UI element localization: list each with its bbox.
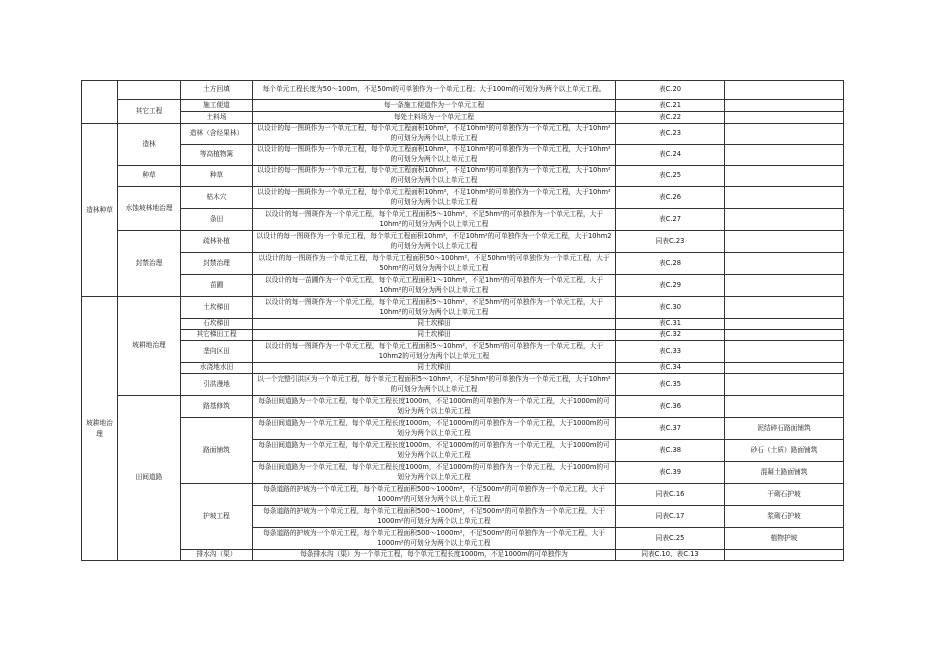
note-cell: 砂石（土质）路面铺筑: [725, 440, 844, 462]
description-cell: 以设计的每一图斑作为一个单元工程，每个单元工程面积10hm²，不足10hm²的可单独作为一个单元工程，大于10hm²的可划分为两个以上单元工程: [253, 145, 616, 166]
item-cell: 垄向区田: [181, 341, 253, 363]
note-cell: [725, 124, 844, 145]
description-cell: 以设计的每一图斑作为一个单元工程，每个单元工程面积10hm²，不足10hm²的可单独作为一个单元工程，大于10hm²的可划分为两个以上单元工程: [253, 166, 616, 187]
table-row: [82, 145, 844, 166]
unit-division-table: [81, 80, 844, 561]
table-row: [82, 418, 844, 440]
reference-cell: 表C.32: [616, 330, 725, 341]
reference-cell: 表C.30: [616, 297, 725, 319]
item-cell: 条田: [181, 209, 253, 231]
item-cell: 施工便道: [181, 100, 253, 112]
reference-cell: 表C.29: [616, 275, 725, 297]
table-row: [82, 253, 844, 275]
table-row: [82, 396, 844, 418]
reference-cell: 表C.38: [616, 440, 725, 462]
subcategory-cell: 封禁治理: [118, 231, 181, 297]
note-cell: [725, 145, 844, 166]
description-cell: 每个单元工程长度为50～100m，不足50m的可单独作为一个单元工程；大于100m的可划分为两个以上单元工程。: [253, 81, 616, 100]
note-cell: [725, 253, 844, 275]
reference-cell: 表C.24: [616, 145, 725, 166]
table-row: [82, 100, 844, 112]
description-cell: 每处土料场为一个单元工程: [253, 112, 616, 124]
reference-cell: 表C.26: [616, 187, 725, 209]
description-cell: 以设计的每一图斑作为一个单元工程，每个单元工程面积5～10hm²，不足5hm²的可单独作为一个单元工程，大于10hm²的可划分为两个以上单元工程: [253, 297, 616, 319]
note-cell: [725, 81, 844, 100]
reference-cell: 表C.34: [616, 363, 725, 374]
item-cell: 引洪漫地: [181, 374, 253, 396]
note-cell: [725, 396, 844, 418]
description-cell: 同土坎梯田: [253, 363, 616, 374]
note-cell: 浆砌石护坡: [725, 506, 844, 528]
description-cell: 以设计的每一图斑作为一个单元工程，每个单元工程面积10hm²，不足10hm²的可单独作为一个单元工程，大于10hm2的可划分为两个以上单元工程: [253, 231, 616, 253]
item-cell: 封禁治理: [181, 253, 253, 275]
reference-cell: 表C.37: [616, 418, 725, 440]
reference-cell: 同表C.25: [616, 528, 725, 550]
reference-cell: 表C.20: [616, 81, 725, 100]
item-cell: 造林（含经果林）: [181, 124, 253, 145]
table-row: [82, 550, 844, 561]
subcategory-cell: 造林: [118, 124, 181, 166]
description-cell: 每条道路的护坡为一个单元工程，每个单元工程面积500～1000m²，不足500m²的可单独作为一个单元工程，大于1000m²的可划分为两个以上单元工程: [253, 484, 616, 506]
table-row: [82, 297, 844, 319]
reference-cell: 表C.27: [616, 209, 725, 231]
subcategory-cell: 水蚀坡林地治理: [118, 187, 181, 231]
note-cell: [725, 275, 844, 297]
description-cell: 以设计的每一图斑作为一个单元工程，每个单元工程面积5～10hm²，不足5hm²的可单独作为一个单元工程，大于10hm²的可划分为两个以上单元工程: [253, 209, 616, 231]
description-cell: 每条道路的护坡为一个单元工程，每个单元工程面积500～1000m²，不足500m²的可单独作为一个单元工程，大于1000m²的可划分为两个以上单元工程: [253, 528, 616, 550]
note-cell: [725, 330, 844, 341]
note-cell: [725, 187, 844, 209]
reference-cell: 表C.39: [616, 462, 725, 484]
item-cell: 种草: [181, 166, 253, 187]
description-cell: 以设计的每一图斑作为一个单元工程，每个单元工程面积10hm²，不足10hm²的可单独作为一个单元工程，大于10hm²的可划分为两个以上单元工程: [253, 124, 616, 145]
note-cell: [725, 363, 844, 374]
description-cell: 以一个完整引洪区为一个单元工程，每个单元工程面积5～10hm²，不足5hm²的可单独作为一个单元工程，大于10hm²的可划分为两个以上单元工程: [253, 374, 616, 396]
subcategory-cell: 坡耕地治理: [118, 297, 181, 396]
table-row: [82, 330, 844, 341]
reference-cell: 同表C.23: [616, 231, 725, 253]
table-row: [82, 166, 844, 187]
item-cell: 疏林补植: [181, 231, 253, 253]
item-cell: 苗圃: [181, 275, 253, 297]
reference-cell: 同表C.10、表C.13: [616, 550, 725, 561]
table-row: [82, 112, 844, 124]
note-cell: [725, 341, 844, 363]
note-cell: [725, 319, 844, 330]
category-cell: 造林种草: [82, 124, 118, 297]
category-cell: 坡耕地治理: [82, 297, 118, 561]
description-cell: 以设计的每一图斑作为一个单元工程，每个单元工程面积10hm²，不足10hm²的可单独作为一个单元工程，大于10hm²的可划分为两个以上单元工程: [253, 187, 616, 209]
note-cell: 植物护坡: [725, 528, 844, 550]
note-cell: 混凝土路面铺筑: [725, 462, 844, 484]
description-cell: 每条排水沟（渠）为一个单元工程，每个单元工程长度1000m，不足1000m的可单独作为: [253, 550, 616, 561]
description-cell: 每条田间道路为一个单元工程，每个单元工程长度1000m，不足1000m的可单独作为一个单元工程，大于1000m的可划分为两个以上单元工程: [253, 396, 616, 418]
note-cell: [725, 209, 844, 231]
item-cell: 其它梯田工程: [181, 330, 253, 341]
description-cell: 每条道路的护坡为一个单元工程，每个单元工程面积500～1000m²，不足500m²的可单独作为一个单元工程，大于1000m²的可划分为两个以上单元工程: [253, 506, 616, 528]
note-cell: [725, 374, 844, 396]
item-cell: 路基修筑: [181, 396, 253, 418]
note-cell: 干砌石护坡: [725, 484, 844, 506]
reference-cell: 表C.35: [616, 374, 725, 396]
item-cell: 石坎梯田: [181, 319, 253, 330]
table-row: [82, 363, 844, 374]
category-cell: [82, 81, 118, 124]
note-cell: 泥结碎石路面铺筑: [725, 418, 844, 440]
reference-cell: 表C.23: [616, 124, 725, 145]
item-cell: 水浇地水田: [181, 363, 253, 374]
table-row: [82, 374, 844, 396]
item-cell: 护坡工程: [181, 484, 253, 550]
note-cell: [725, 231, 844, 253]
note-cell: [725, 297, 844, 319]
description-cell: 以设计的每一苗圃作为一个单元工程，每个单元工程面积1～10hm²，不足1hm²的可单独作为一个单元工程，大于10hm²的可划分为两个以上单元工程: [253, 275, 616, 297]
reference-cell: 表C.25: [616, 166, 725, 187]
subcategory-cell: 种草: [118, 166, 181, 187]
table-row: [82, 124, 844, 145]
table-row: [82, 81, 844, 100]
table-row: [82, 187, 844, 209]
note-cell: [725, 166, 844, 187]
item-cell: 等高植物篱: [181, 145, 253, 166]
table-row: [82, 231, 844, 253]
subcategory-cell: [118, 81, 181, 100]
reference-cell: 表C.21: [616, 100, 725, 112]
reference-cell: 表C.22: [616, 112, 725, 124]
description-cell: 每一条施工便道作为一个单元工程: [253, 100, 616, 112]
item-cell: 土料场: [181, 112, 253, 124]
description-cell: 每条田间道路为一个单元工程，每个单元工程长度1000m，不足1000m的可单独作为一个单元工程，大于1000m的可划分为两个以上单元工程: [253, 462, 616, 484]
table-row: [82, 341, 844, 363]
description-cell: 以设计的每一图斑作为一个单元工程，每个单元工程面积50～100hm²，不足50hm²的可单独作为一个单元工程，大于50hm²的可划分为两个以上单元工程: [253, 253, 616, 275]
subcategory-cell: 田间道路: [118, 396, 181, 561]
reference-cell: 表C.33: [616, 341, 725, 363]
reference-cell: 表C.31: [616, 319, 725, 330]
reference-cell: 同表C.17: [616, 506, 725, 528]
reference-cell: 表C.36: [616, 396, 725, 418]
reference-cell: 同表C.16: [616, 484, 725, 506]
item-cell: 土坎梯田: [181, 297, 253, 319]
table-row: [82, 209, 844, 231]
item-cell: 排水沟（渠）: [181, 550, 253, 561]
item-cell: 土方回填: [181, 81, 253, 100]
subcategory-cell: 其它工程: [118, 100, 181, 124]
description-cell: 每条田间道路为一个单元工程，每个单元工程长度1000m，不足1000m的可单独作为一个单元工程，大于1000m的可划分为两个以上单元工程: [253, 440, 616, 462]
table-row: [82, 275, 844, 297]
description-cell: 以设计的每一图斑作为一个单元工程，每个单元工程面积5～10hm²，不足5hm²的可单独作为一个单元工程，大于10hm2的可划分为两个以上单元工程: [253, 341, 616, 363]
table-row: [82, 484, 844, 506]
note-cell: [725, 100, 844, 112]
note-cell: [725, 550, 844, 561]
description-cell: 同土坎梯田: [253, 319, 616, 330]
description-cell: 同土坎梯田: [253, 330, 616, 341]
item-cell: 枯木穴: [181, 187, 253, 209]
table-row: [82, 319, 844, 330]
reference-cell: 表C.28: [616, 253, 725, 275]
description-cell: 每条田间道路为一个单元工程，每个单元工程长度1000m，不足1000m的可单独作为一个单元工程，大于1000m的可划分为两个以上单元工程: [253, 418, 616, 440]
note-cell: [725, 112, 844, 124]
item-cell: 路面铺筑: [181, 418, 253, 484]
